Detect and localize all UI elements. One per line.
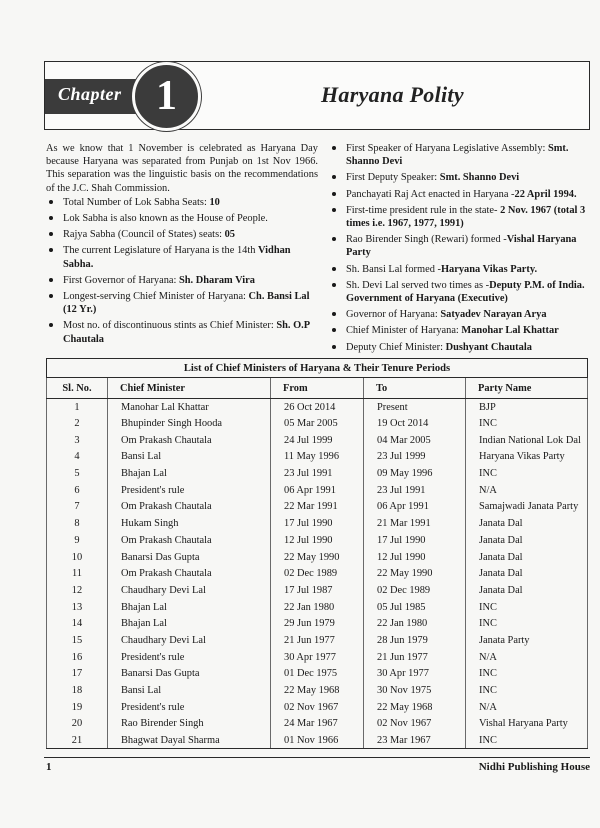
table-cell: INC xyxy=(466,615,588,632)
bullet-highlight: Deputy P.M. of India. Government of Haryana (Executive) xyxy=(346,279,585,305)
chief-ministers-table xyxy=(46,358,588,749)
bullet-highlight: Smt. Shanno Devi xyxy=(346,143,569,168)
bullet-highlight: 05 xyxy=(224,229,235,241)
intro-paragraph: As we know that 1 November is celebrated as Haryana Day because Haryana was separated from Punjab on 1st Nov 1966. This separation was the linguistic basis on the recommendations of the J.C. Shah Commission. xyxy=(46,143,318,194)
table-cell: 05 Mar 2005 xyxy=(271,415,364,432)
table-cell: 12 Jul 1990 xyxy=(364,549,466,566)
bullet-highlight: 10 xyxy=(209,196,220,208)
table-cell: Janata Dal xyxy=(466,582,588,599)
bullet-highlight: Dushyant Chautala xyxy=(445,341,532,353)
table-cell: INC xyxy=(466,666,588,683)
table-cell: 16 xyxy=(47,649,108,666)
table-cell: 21 xyxy=(47,732,108,749)
table-row xyxy=(47,716,588,733)
table-cell: 28 Jun 1979 xyxy=(364,632,466,649)
bullet-highlight: Sh. O.P Chautala xyxy=(63,320,310,345)
table-cell: 29 Jun 1979 xyxy=(271,615,364,632)
bullet-highlight: Smt. Shanno Devi xyxy=(439,172,520,184)
table-cell: 02 Nov 1967 xyxy=(364,716,466,733)
table-cell: 22 May 1990 xyxy=(271,549,364,566)
table-cell: 7 xyxy=(47,499,108,516)
bullet-text: Longest-serving Chief Minister of Haryana: xyxy=(63,291,249,303)
table-cell: INC xyxy=(466,465,588,482)
table-cell: 10 xyxy=(47,549,108,566)
left-bullet-item xyxy=(46,228,318,241)
table-cell: 17 xyxy=(47,666,108,683)
right-bullet-item xyxy=(329,142,592,168)
table-cell: INC xyxy=(466,599,588,616)
bullet-text: First-time president rule in the state- xyxy=(346,204,501,216)
table-cell: 8 xyxy=(47,515,108,532)
table-cell: Banarsi Das Gupta xyxy=(108,666,271,683)
table-cell: 21 Jun 1977 xyxy=(271,632,364,649)
table-row xyxy=(47,582,588,599)
table-cell: 02 Dec 1989 xyxy=(271,565,364,582)
table-cell: Bansi Lal xyxy=(108,449,271,466)
table-row xyxy=(47,666,588,683)
bullet-text: First Speaker of Haryana Legislative Assembly: xyxy=(346,143,548,154)
right-bullet-list xyxy=(329,142,592,354)
table-row xyxy=(47,465,588,482)
table-cell: 01 Dec 1975 xyxy=(271,666,364,683)
table-cell: Janata Dal xyxy=(466,549,588,566)
table-caption: List of Chief Ministers of Haryana & Their Tenure Periods xyxy=(47,359,588,378)
table-cell: 19 xyxy=(47,699,108,716)
table-cell: 21 Mar 1991 xyxy=(364,515,466,532)
table-cell: 21 Jun 1977 xyxy=(364,649,466,666)
table-cell: 01 Nov 1966 xyxy=(271,732,364,749)
right-bullet-item xyxy=(329,279,592,305)
table-cell: 11 May 1996 xyxy=(271,449,364,466)
page-number: 1 xyxy=(46,761,52,773)
bullet-highlight: Sh. Dharam Vira xyxy=(179,274,255,286)
table-cell: 5 xyxy=(47,465,108,482)
table-cell: 04 Mar 2005 xyxy=(364,432,466,449)
table-cell: INC xyxy=(466,682,588,699)
table-cell: 09 May 1996 xyxy=(364,465,466,482)
table-cell: 9 xyxy=(47,532,108,549)
table-cell: Present xyxy=(364,399,466,416)
table-row xyxy=(47,599,588,616)
table-row xyxy=(47,549,588,566)
table-cell: 13 xyxy=(47,599,108,616)
left-bullet-item xyxy=(46,274,318,287)
table-cell: Manohar Lal Khattar xyxy=(108,399,271,416)
table-cell: 23 Jul 1999 xyxy=(364,449,466,466)
table-cell: Om Prakash Chautala xyxy=(108,532,271,549)
table-cell: 22 Jan 1980 xyxy=(271,599,364,616)
table-cell: Om Prakash Chautala xyxy=(108,499,271,516)
table-cell: 30 Nov 1975 xyxy=(364,682,466,699)
chief-ministers-table-wrap xyxy=(46,358,588,749)
table-row xyxy=(47,515,588,532)
left-bullet-item xyxy=(46,319,318,345)
table-cell: Rao Birender Singh xyxy=(108,716,271,733)
table-cell: 1 xyxy=(47,399,108,416)
table-cell: Om Prakash Chautala xyxy=(108,432,271,449)
table-cell: Janata Dal xyxy=(466,532,588,549)
table-cell: Bhagwat Dayal Sharma xyxy=(108,732,271,749)
bullet-text: First Deputy Speaker: xyxy=(346,172,440,184)
table-cell: 2 xyxy=(47,415,108,432)
table-row xyxy=(47,399,588,416)
bullet-text: Sh. Bansi Lal formed - xyxy=(346,263,441,275)
table-cell: N/A xyxy=(466,482,588,499)
table-row xyxy=(47,649,588,666)
table-cell: 24 Mar 1967 xyxy=(271,716,364,733)
left-bullet-item xyxy=(46,244,318,270)
table-cell: 14 xyxy=(47,615,108,632)
table-cell: Bansi Lal xyxy=(108,682,271,699)
bullet-text: Rao Birender Singh (Rewari) formed - xyxy=(346,234,507,246)
table-cell: 18 xyxy=(47,682,108,699)
bullet-text: Total Number of Lok Sabha Seats: xyxy=(63,196,210,208)
bullet-highlight: Manohar Lal Khattar xyxy=(461,325,559,337)
table-cell: 4 xyxy=(47,449,108,466)
left-bullet-list xyxy=(46,196,318,346)
bullet-text: Deputy Chief Minister: xyxy=(346,341,446,353)
table-cell: 24 Jul 1999 xyxy=(271,432,364,449)
bullet-highlight: Vishal Haryana Party xyxy=(346,234,577,259)
table-cell: 11 xyxy=(47,565,108,582)
bullet-highlight: Ch. Bansi Lal (12 Yr.) xyxy=(63,291,310,316)
table-header-row xyxy=(47,378,588,399)
table-cell: 05 Jul 1985 xyxy=(364,599,466,616)
table-cell: N/A xyxy=(466,699,588,716)
table-cell: INC xyxy=(466,732,588,749)
table-row xyxy=(47,432,588,449)
left-bullet-item xyxy=(46,212,318,225)
bullet-text: Governor of Haryana: xyxy=(346,309,441,321)
table-row xyxy=(47,532,588,549)
table-cell: 12 xyxy=(47,582,108,599)
left-column xyxy=(46,142,318,349)
table-cell: 19 Oct 2014 xyxy=(364,415,466,432)
table-cell: President's rule xyxy=(108,482,271,499)
right-bullet-item xyxy=(329,263,592,276)
bullet-text: The current Legislature of Haryana is the 14th xyxy=(63,245,259,257)
left-bullet-item xyxy=(46,290,318,316)
bullet-text: Lok Sabha is also known as the House of People. xyxy=(63,213,268,225)
table-cell: Vishal Haryana Party xyxy=(466,716,588,733)
table-row xyxy=(47,565,588,582)
bullet-highlight: Haryana Vikas Party. xyxy=(440,263,538,275)
table-body xyxy=(47,399,588,749)
column-header: To xyxy=(364,378,466,399)
table-cell: 06 Apr 1991 xyxy=(364,499,466,516)
table-cell: 02 Nov 1967 xyxy=(271,699,364,716)
table-cell: Bhajan Lal xyxy=(108,465,271,482)
column-header: Party Name xyxy=(466,378,588,399)
publisher-name: Nidhi Publishing House xyxy=(478,761,590,773)
column-header: Sl. No. xyxy=(47,378,108,399)
table-cell: Indian National Lok Dal xyxy=(466,432,588,449)
bullet-text: Chief Minister of Haryana: xyxy=(346,325,462,337)
table-cell: 23 Jul 1991 xyxy=(364,482,466,499)
table-cell: 23 Jul 1991 xyxy=(271,465,364,482)
table-cell: N/A xyxy=(466,649,588,666)
table-cell: 12 Jul 1990 xyxy=(271,532,364,549)
table-row xyxy=(47,482,588,499)
bullet-highlight: 2 Nov. 1967 (total 3 times i.e. 1967, 1977, 1991) xyxy=(346,204,586,230)
table-cell: 02 Dec 1989 xyxy=(364,582,466,599)
column-header: From xyxy=(271,378,364,399)
bullet-highlight: Satyadev Narayan Arya xyxy=(440,309,547,321)
table-cell: BJP xyxy=(466,399,588,416)
table-row xyxy=(47,615,588,632)
table-cell: Janata Dal xyxy=(466,565,588,582)
bullet-text: Most no. of discontinuous stints as Chief Minister: xyxy=(63,320,277,332)
bullet-text: Rajya Sabha (Council of States) seats: xyxy=(63,229,225,241)
table-cell: Chaudhary Devi Lal xyxy=(108,632,271,649)
table-cell: Janata Party xyxy=(466,632,588,649)
page-footer xyxy=(44,757,590,775)
table-row xyxy=(47,415,588,432)
right-bullet-item xyxy=(329,308,592,321)
table-cell: President's rule xyxy=(108,699,271,716)
table-cell: Chaudhary Devi Lal xyxy=(108,582,271,599)
table-row xyxy=(47,499,588,516)
table-cell: 22 Jan 1980 xyxy=(364,615,466,632)
table-cell: 30 Apr 1977 xyxy=(364,666,466,683)
table-cell: 15 xyxy=(47,632,108,649)
table-cell: Bhajan Lal xyxy=(108,599,271,616)
table-cell: 17 Jul 1990 xyxy=(271,515,364,532)
table-cell: Hukam Singh xyxy=(108,515,271,532)
table-cell: 17 Jul 1990 xyxy=(364,532,466,549)
bullet-highlight: 22 April 1994. xyxy=(514,188,577,200)
right-column xyxy=(329,142,592,357)
right-bullet-item xyxy=(329,188,592,201)
table-cell: Janata Dal xyxy=(466,515,588,532)
table-cell: 06 Apr 1991 xyxy=(271,482,364,499)
table-cell: Haryana Vikas Party xyxy=(466,449,588,466)
bullet-text: Panchayati Raj Act enacted in Haryana - xyxy=(346,188,515,200)
table-cell: 22 May 1968 xyxy=(271,682,364,699)
chapter-header xyxy=(44,61,590,130)
table-cell: 22 May 1968 xyxy=(364,699,466,716)
table-cell: 17 Jul 1987 xyxy=(271,582,364,599)
table-row xyxy=(47,682,588,699)
right-bullet-item xyxy=(329,341,592,354)
table-cell: 23 Mar 1967 xyxy=(364,732,466,749)
table-row xyxy=(47,632,588,649)
right-bullet-item xyxy=(329,171,592,184)
right-bullet-item xyxy=(329,204,592,230)
table-cell: Samajwadi Janata Party xyxy=(466,499,588,516)
table-cell: Banarsi Das Gupta xyxy=(108,549,271,566)
table-cell: 6 xyxy=(47,482,108,499)
chapter-number: 1 xyxy=(132,62,201,131)
table-cell: Om Prakash Chautala xyxy=(108,565,271,582)
table-row xyxy=(47,699,588,716)
bullet-text: First Governor of Haryana: xyxy=(63,274,179,286)
table-cell: 3 xyxy=(47,432,108,449)
table-cell: 26 Oct 2014 xyxy=(271,399,364,416)
left-bullet-item xyxy=(46,196,318,209)
table-cell: 22 Mar 1991 xyxy=(271,499,364,516)
chapter-title: Haryana Polity xyxy=(321,82,464,107)
column-header: Chief Minister xyxy=(108,378,271,399)
right-bullet-item xyxy=(329,233,592,259)
table-row xyxy=(47,732,588,749)
bullet-highlight: Vidhan Sabha. xyxy=(63,245,291,270)
table-cell: 22 May 1990 xyxy=(364,565,466,582)
chapter-label: Chapter xyxy=(58,84,122,104)
table-cell: Bhajan Lal xyxy=(108,615,271,632)
table-cell: Bhupinder Singh Hooda xyxy=(108,415,271,432)
table-cell: 30 Apr 1977 xyxy=(271,649,364,666)
right-bullet-item xyxy=(329,324,592,337)
table-cell: 20 xyxy=(47,716,108,733)
bullet-text: Sh. Devi Lal served two times as - xyxy=(346,279,490,291)
table-cell: INC xyxy=(466,415,588,432)
table-cell: President's rule xyxy=(108,649,271,666)
table-row xyxy=(47,449,588,466)
